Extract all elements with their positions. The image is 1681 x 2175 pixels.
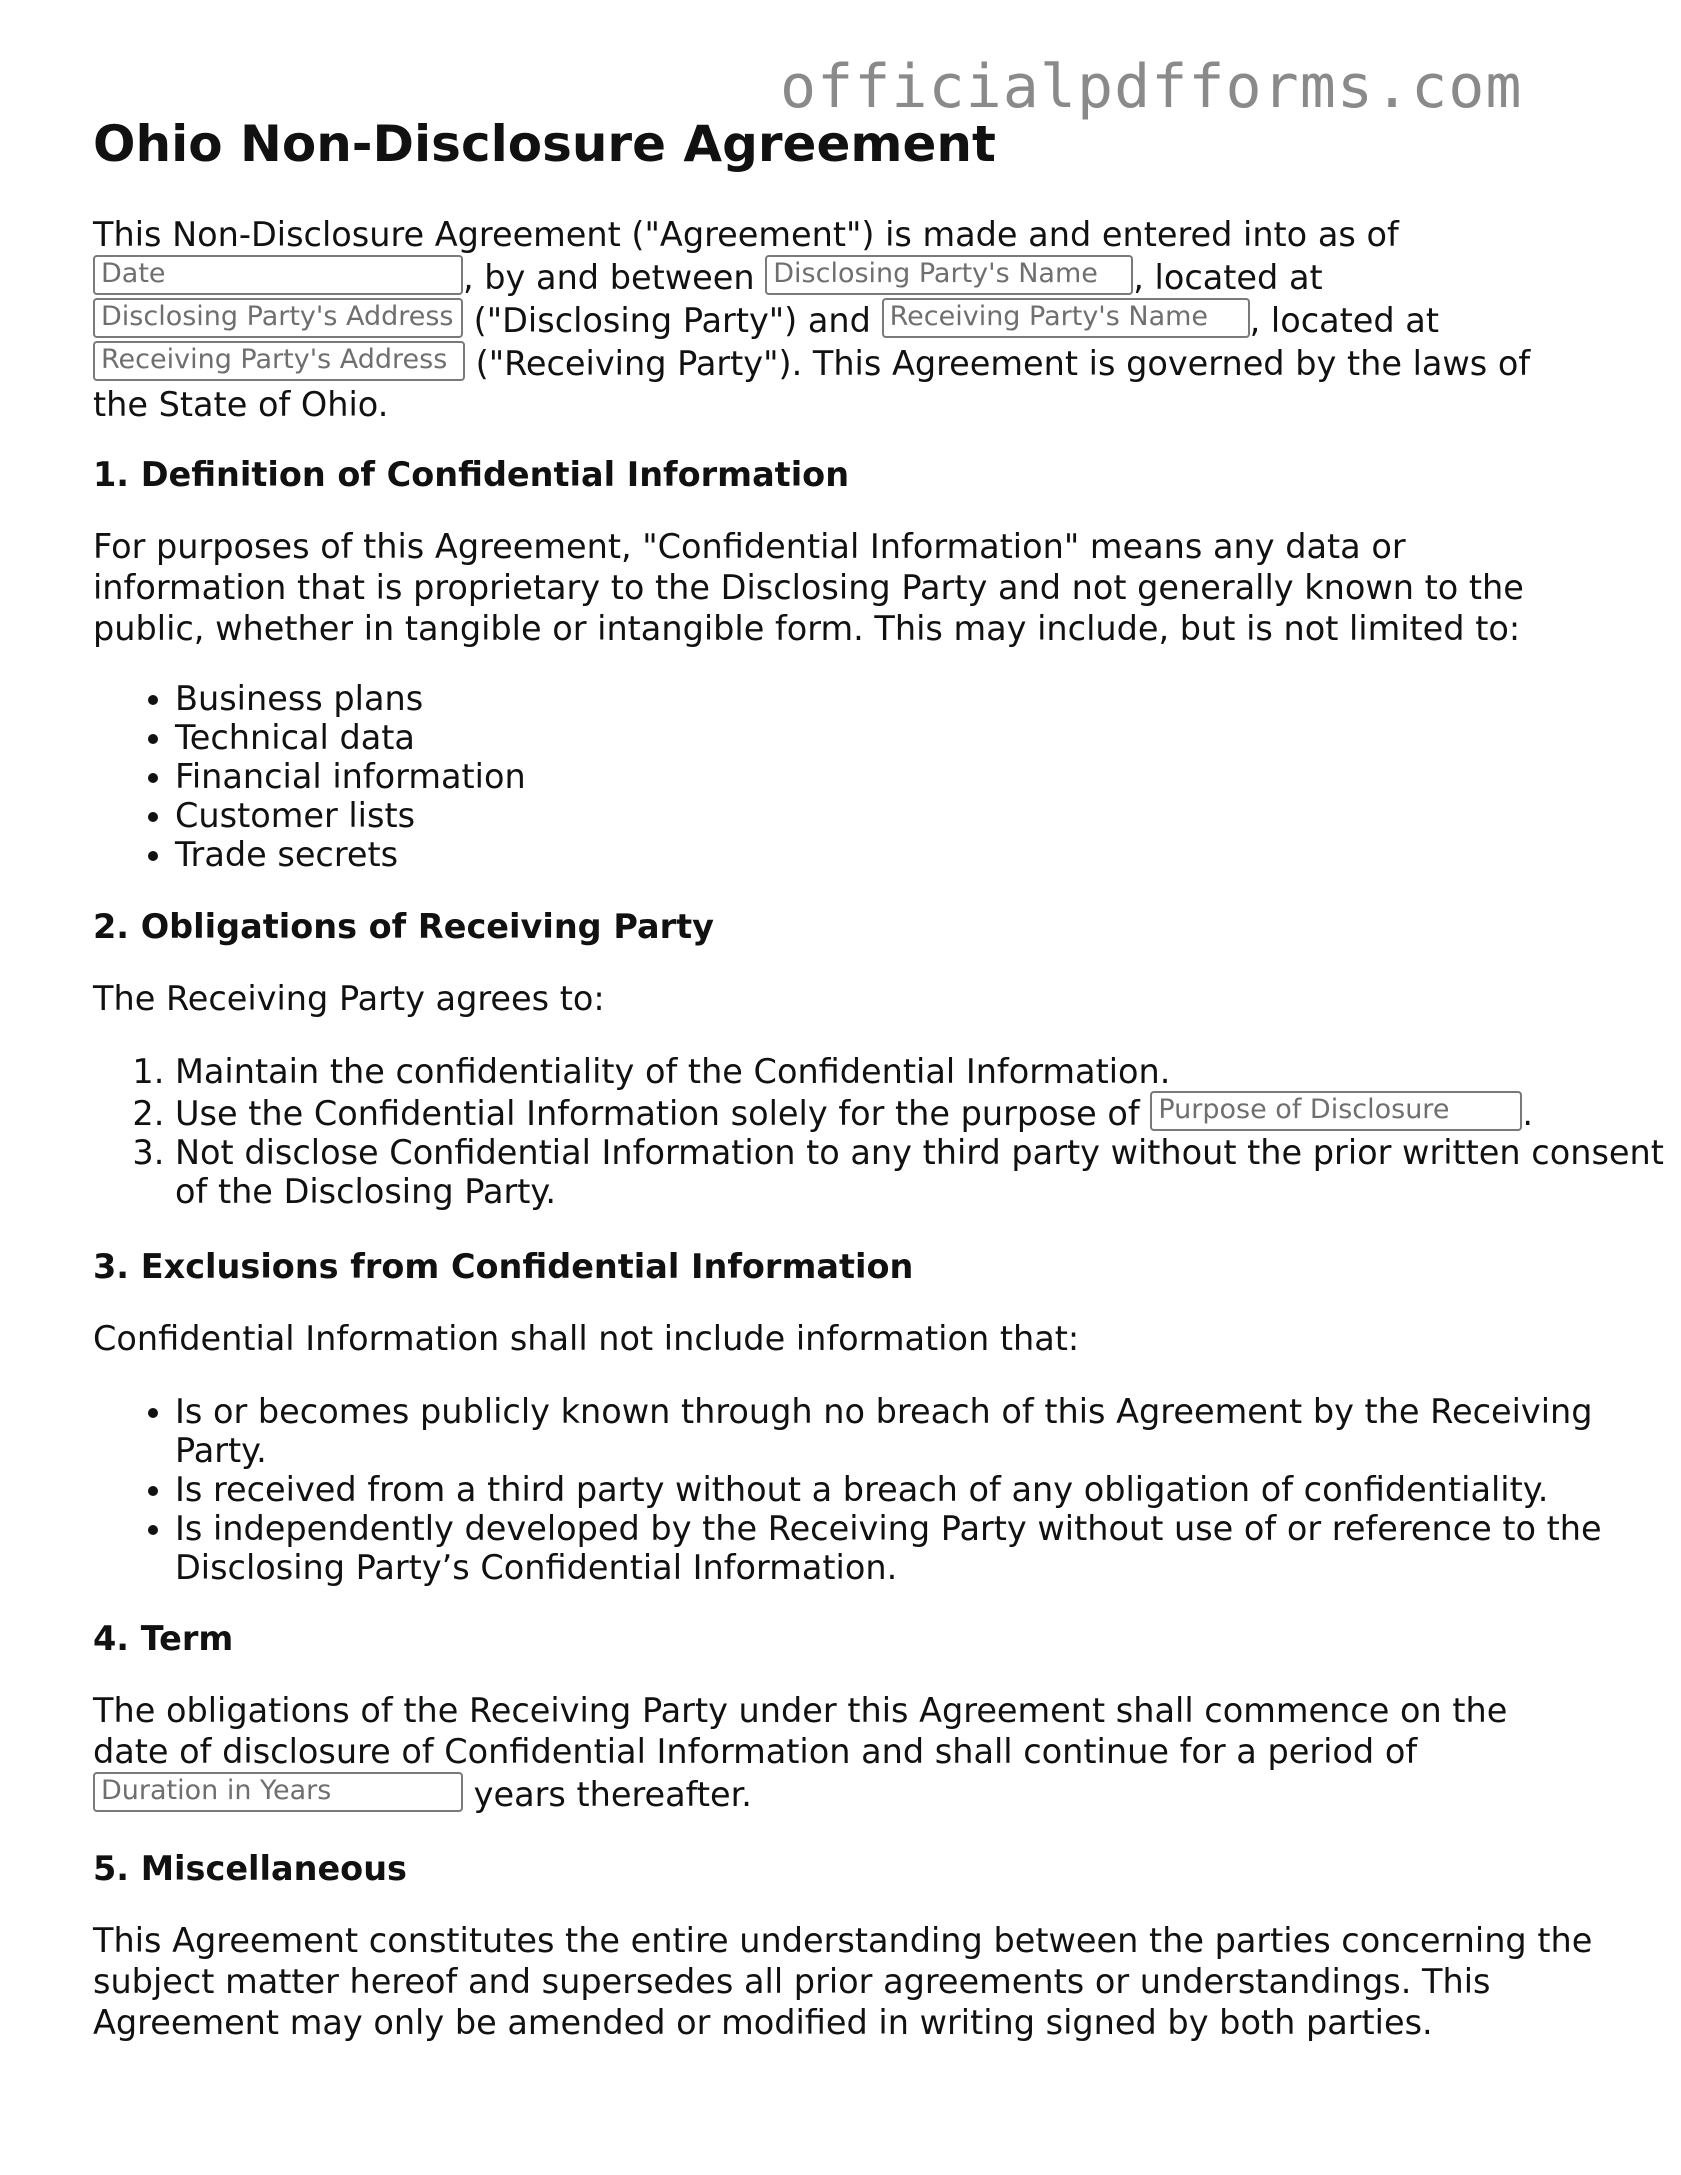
intro-paragraph <box>93 214 1593 425</box>
list-item: • Business plans <box>175 679 1675 718</box>
disclosing-party-address-field[interactable]: Disclosing Party's Address <box>93 298 463 338</box>
section-5-heading: 5. Miscellaneous <box>93 1849 407 1888</box>
section-3-heading: 3. Exclusions from Confidential Information <box>93 1247 914 1286</box>
list-item: • Is independently developed by the Receiving Party without use of or reference to the Disclosing Party’s Confidential Information. <box>175 1509 1675 1587</box>
section-5-paragraph: This Agreement constitutes the entire understanding between the parties concerning the subject matter hereof and supersedes all prior agreements or understandings. This Agreement may only be amended or modified in writing signed by both parties. <box>93 1921 1593 2042</box>
intro-text-3: , located at <box>1133 258 1323 297</box>
intro-text-5: , located at <box>1249 301 1439 340</box>
list-item: • Is received from a third party without a breach of any obligation of confidentiality. <box>175 1470 1675 1509</box>
list-item: • Financial information <box>175 757 1675 796</box>
purpose-of-disclosure-field[interactable]: Purpose of Disclosure <box>1150 1091 1522 1131</box>
intro-text-2: , by and between <box>463 258 755 297</box>
obligation-2-period: . <box>1522 1094 1534 1133</box>
list-item: 3. Not disclose Confidential Information to any third party without the prior written consent of the Disclosing Party. <box>175 1133 1675 1211</box>
receiving-party-name-field[interactable]: Receiving Party's Name <box>882 298 1250 338</box>
section-1-heading: 1. Definition of Confidential Information <box>93 455 850 494</box>
confidential-info-list <box>93 679 1675 874</box>
obligations-list <box>93 1052 1675 1211</box>
term-text-1: The obligations of the Receiving Party under this Agreement shall commence on the date of disclosure of Confidential Information and shall continue for a period of <box>93 1691 1508 1771</box>
section-4-paragraph <box>93 1690 1593 1815</box>
list-item: • Customer lists <box>175 796 1675 835</box>
exclusions-list <box>93 1392 1675 1587</box>
term-text-2: years thereafter. <box>473 1775 752 1814</box>
duration-in-years-field[interactable]: Duration in Years <box>93 1772 463 1812</box>
receiving-party-address-field[interactable]: Receiving Party's Address <box>93 341 465 381</box>
list-item: • Technical data <box>175 718 1675 757</box>
list-item: • Is or becomes publicly known through no breach of this Agreement by the Receiving Party. <box>175 1392 1675 1470</box>
list-item <box>175 1091 1675 1133</box>
list-item: 1. Maintain the confidentiality of the Confidential Information. <box>175 1052 1675 1091</box>
intro-text-1: This Non-Disclosure Agreement ("Agreement") is made and entered into as of <box>93 215 1399 254</box>
intro-text-4: ("Disclosing Party") and <box>473 301 871 340</box>
obligation-2-text: Use the Confidential Information solely for the purpose of <box>175 1094 1140 1133</box>
page-title: Ohio Non-Disclosure Agreement <box>93 115 996 173</box>
date-field[interactable]: Date <box>93 255 463 295</box>
disclosing-party-name-field[interactable]: Disclosing Party's Name <box>765 255 1133 295</box>
section-2-paragraph: The Receiving Party agrees to: <box>93 979 605 1018</box>
section-4-heading: 4. Term <box>93 1619 234 1658</box>
section-2-heading: 2. Obligations of Receiving Party <box>93 907 714 946</box>
section-3-paragraph: Confidential Information shall not include information that: <box>93 1319 1080 1358</box>
section-1-paragraph: For purposes of this Agreement, "Confidential Information" means any data or information that is proprietary to the Disclosing Party and not generally known to the public, whether in tangible or intangible form. This may include, but is not limited to: <box>93 527 1524 648</box>
intro-text-6: ("Receiving Party"). This Agreement is governed by the laws of the State of Ohio. <box>93 344 1531 424</box>
watermark: officialpdfforms.com <box>780 52 1523 122</box>
list-item: • Trade secrets <box>175 835 1675 874</box>
